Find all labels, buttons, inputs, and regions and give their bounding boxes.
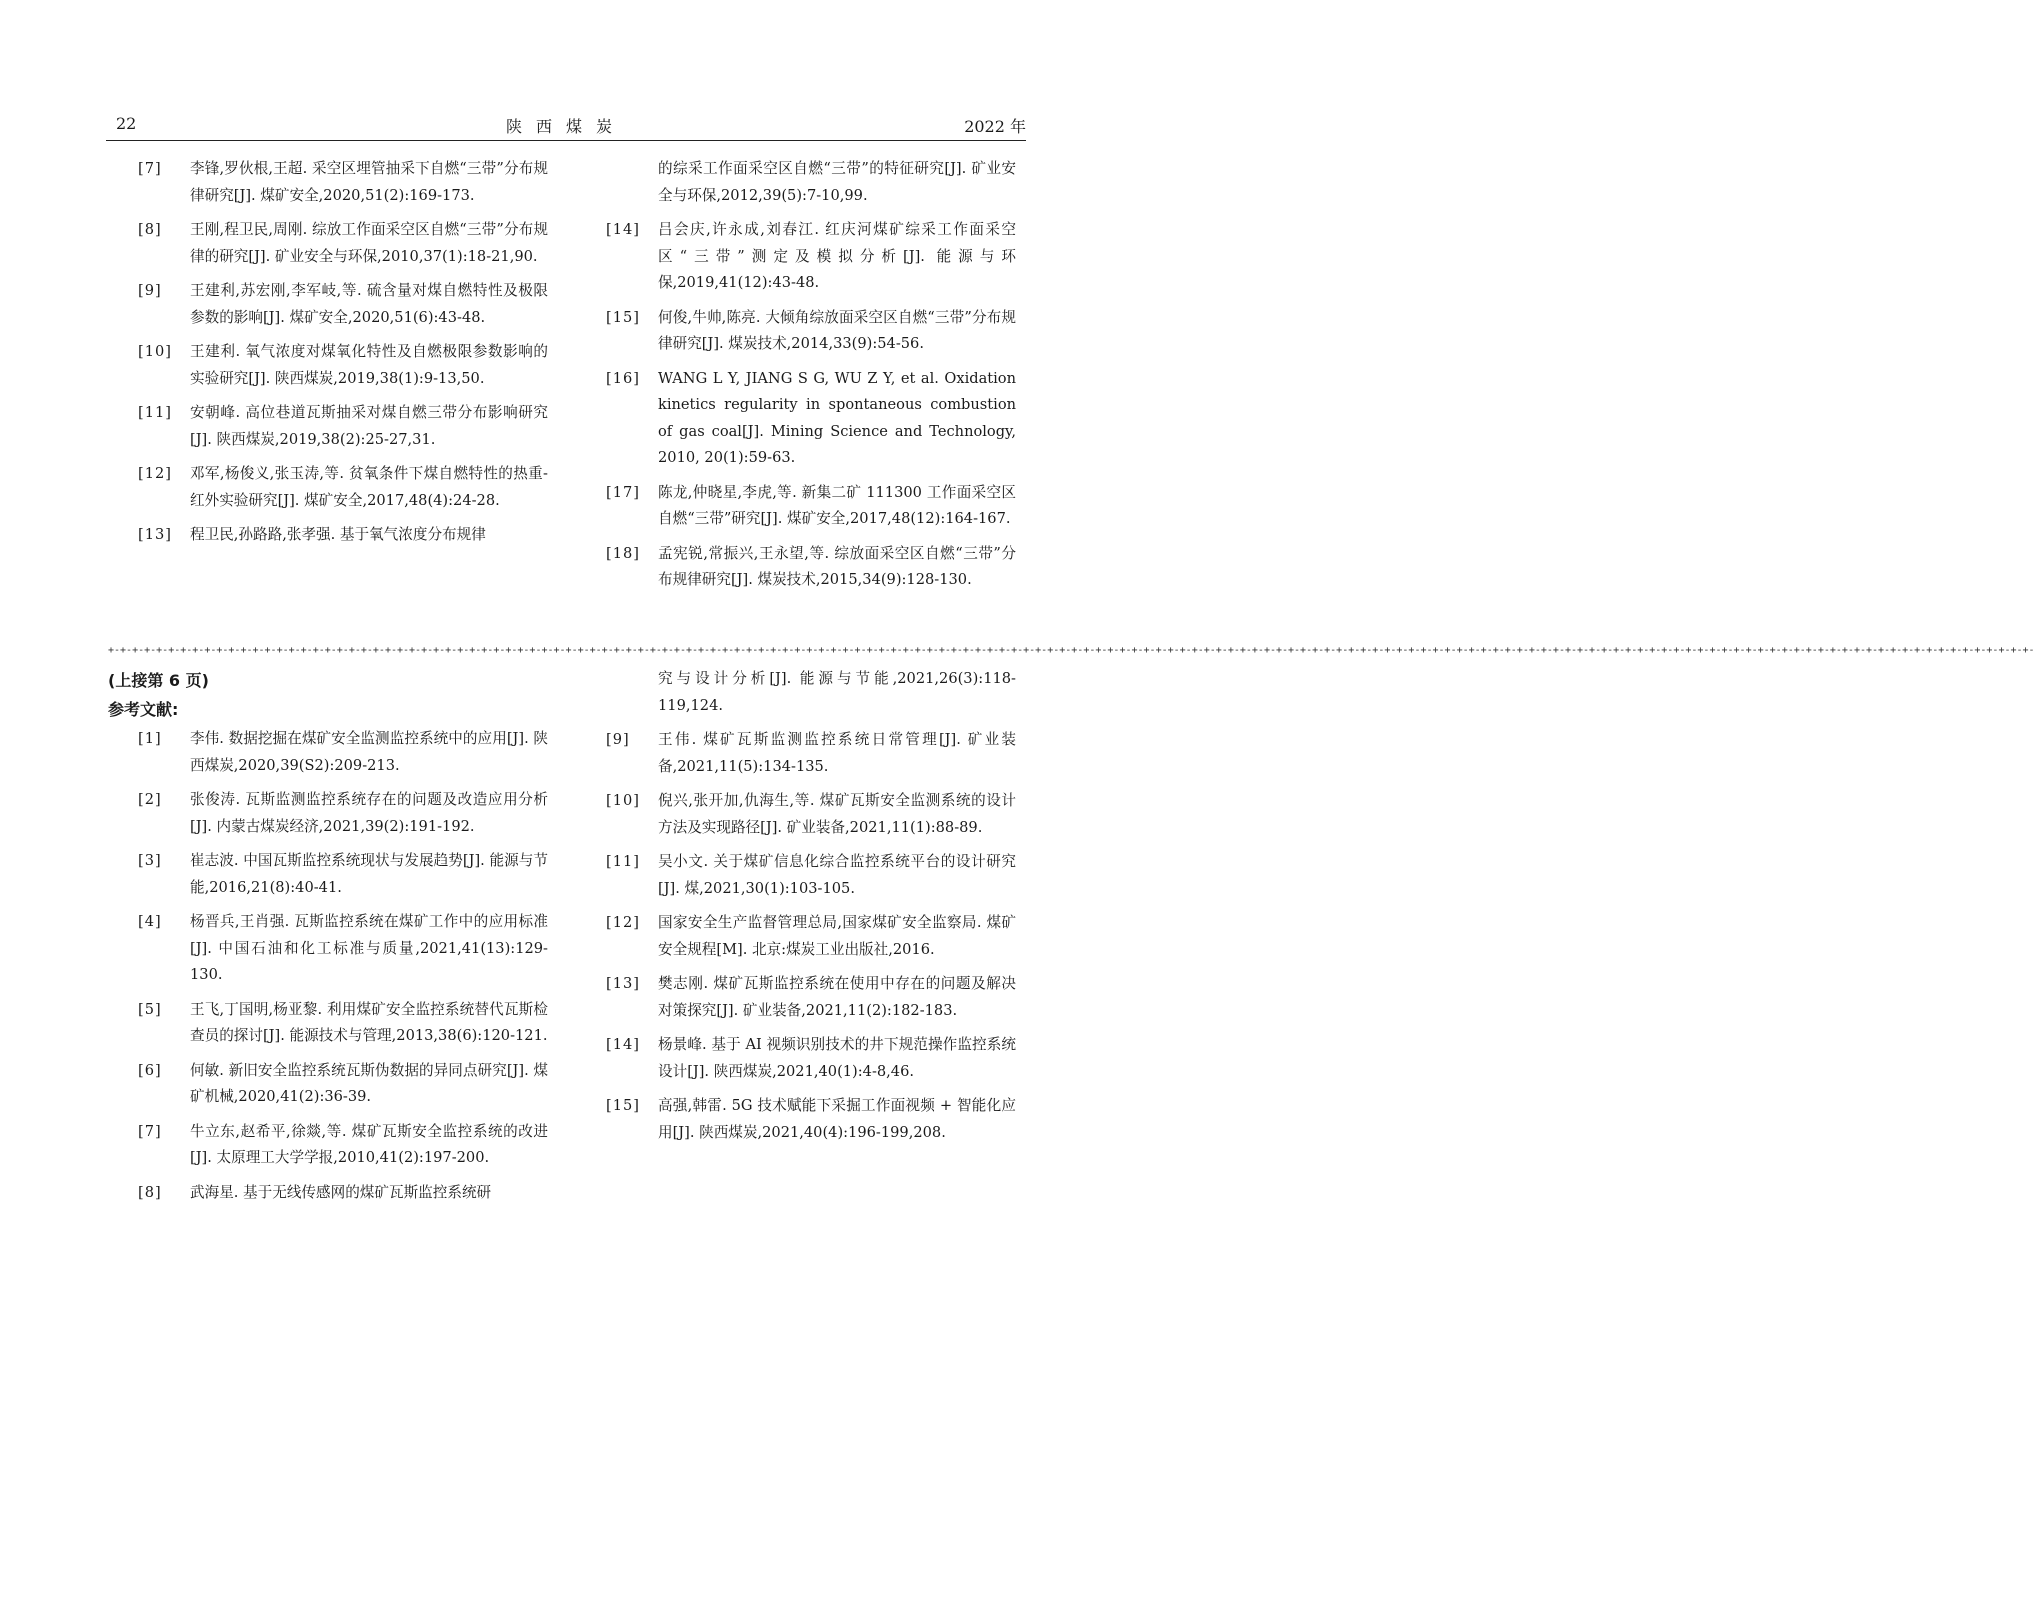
reference-text: 的综采工作面采空区自燃“三带”的特征研究[J]. 矿业安全与环保,2012,39(5):7-10,99. — [658, 160, 1016, 204]
reference-text: 究与设计分析[J]. 能源与节能,2021,26(3):118-119,124. — [658, 670, 1016, 714]
reference-item — [138, 909, 548, 989]
reference-number: [8] — [138, 221, 162, 238]
reference-text: 孟宪锐,常振兴,王永望,等. 综放面采空区自燃“三带”分布规律研究[J]. 煤炭技术,2015,34(9):128-130. — [658, 544, 1016, 588]
reference-item — [138, 339, 548, 392]
reference-number: [11] — [606, 853, 640, 870]
reference-item — [606, 910, 1016, 963]
reference-text: 国家安全生产监督管理总局,国家煤矿安全监察局. 煤矿安全规程[M]. 北京:煤炭工业出版社,2016. — [658, 914, 1016, 958]
reference-text: 王飞,丁国明,杨亚黎. 利用煤矿安全监控系统替代瓦斯检查员的探讨[J]. 能源技术与管理,2013,38(6):120-121. — [190, 1000, 548, 1044]
reference-item — [606, 217, 1016, 297]
reference-item — [138, 997, 548, 1050]
page-number: 22 — [116, 114, 137, 133]
section-divider: +-+-+-+-+-+-+-+-+-+-+-+-+-+-+-+-+-+-+-+-+-+-+-+-+-+-+-+-+-+-+-+-+-+-+-+-+-+-+-+-+-+-+-+-+-+-+-+-+-+-+-+-+-+-+-+-+-+-+-+-+-+-+-+-+-+-+-+-+-+-+-+-+-+-+-+-+-+-+-+-+-+-+-+-+-+-+-+-+-+-+-+-+-+-+-+-+-+-+-+-+-+-+-+-+-+-+-+-+-+-+-+-+-+-+-+-+-+-+-+-+-+-+-+-+-+-+-+-+-+-+-+-+-+-+-+-+-+-+-+-+-+-+-+-+-+-+-+-+-+-+-+-+-+-+-+-+-+-+-+- — [108, 645, 2035, 656]
continued-from-label: (上接第 6 页) — [108, 671, 209, 690]
reference-item — [606, 480, 1016, 533]
reference-number: [10] — [138, 343, 172, 360]
bottom-left-reference-column — [138, 726, 548, 1214]
reference-item — [138, 217, 548, 270]
reference-item — [138, 156, 548, 209]
reference-item — [138, 522, 548, 549]
reference-text: 王刚,程卫民,周刚. 综放工作面采空区自燃“三带”分布规律的研究[J]. 矿业安全与环保,2010,37(1):18-21,90. — [190, 221, 548, 265]
reference-item — [606, 971, 1016, 1024]
reference-text: 安朝峰. 高位巷道瓦斯抽采对煤自燃三带分布影响研究[J]. 陕西煤炭,2019,38(2):25-27,31. — [190, 404, 548, 448]
reference-number: [5] — [138, 1000, 162, 1018]
reference-text: 高强,韩雷. 5G 技术赋能下采掘工作面视频 + 智能化应用[J]. 陕西煤炭,2021,40(4):196-199,208. — [658, 1097, 1016, 1141]
reference-number: [9] — [606, 731, 630, 748]
reference-number: [11] — [138, 404, 172, 421]
reference-number: [8] — [138, 1183, 162, 1201]
reference-number: [3] — [138, 852, 162, 869]
reference-number: [1] — [138, 730, 162, 747]
reference-item — [138, 1119, 548, 1172]
reference-number: [2] — [138, 791, 162, 808]
reference-item — [138, 787, 548, 840]
reference-text: 樊志刚. 煤矿瓦斯监控系统在使用中存在的问题及解决对策探究[J]. 矿业装备,2021,11(2):182-183. — [658, 975, 1016, 1019]
reference-text: 张俊涛. 瓦斯监测监控系统存在的问题及改造应用分析[J]. 内蒙古煤炭经济,2021,39(2):191-192. — [190, 791, 548, 835]
reference-number: [18] — [606, 544, 640, 562]
reference-continuation — [606, 666, 1016, 719]
reference-text: 李锋,罗伙根,王超. 采空区埋管抽采下自燃“三带”分布规律研究[J]. 煤矿安全,2020,51(2):169-173. — [190, 160, 548, 204]
references-heading: 参考文献: — [108, 700, 179, 719]
reference-item — [138, 1058, 548, 1111]
reference-text: 王建利. 氧气浓度对煤氧化特性及自燃极限参数影响的实验研究[J]. 陕西煤炭,2019,38(1):9-13,50. — [190, 343, 548, 387]
reference-text: 何敏. 新旧安全监控系统瓦斯伪数据的异同点研究[J]. 煤矿机械,2020,41(2):36-39. — [190, 1061, 548, 1105]
reference-text: 吕会庆,许永成,刘春江. 红庆河煤矿综采工作面采空区“三带”测定及模拟分析[J]. 能源与环保,2019,41(12):43-48. — [658, 221, 1016, 291]
reference-item — [606, 305, 1016, 358]
reference-number: [4] — [138, 913, 162, 930]
reference-item — [606, 788, 1016, 841]
reference-number: [13] — [606, 975, 640, 992]
reference-item — [606, 849, 1016, 902]
reference-number: [7] — [138, 1122, 162, 1140]
journal-title: 陕西煤炭 — [505, 117, 626, 136]
reference-number: [7] — [138, 160, 162, 177]
reference-number: [14] — [606, 221, 640, 238]
reference-number: [9] — [138, 282, 162, 299]
reference-continuation — [606, 156, 1016, 209]
reference-text: 王伟. 煤矿瓦斯监测监控系统日常管理[J]. 矿业装备,2021,11(5):134-135. — [658, 731, 1016, 775]
reference-number: [10] — [606, 792, 640, 809]
reference-text: 武海星. 基于无线传感网的煤矿瓦斯监控系统研 — [190, 1183, 492, 1201]
reference-item — [138, 400, 548, 453]
reference-text: WANG L Y, JIANG S G, WU Z Y, et al. Oxidation kinetics regularity in spontaneous combustion of gas coal[J]. Mining Science and Technology, 2010, 20(1):59-63. — [658, 369, 1016, 466]
reference-item — [606, 541, 1016, 594]
reference-number: [15] — [606, 308, 640, 326]
reference-item — [138, 726, 548, 779]
reference-text: 何俊,牛帅,陈亮. 大倾角综放面采空区自燃“三带”分布规律研究[J]. 煤炭技术,2014,33(9):54-56. — [658, 308, 1016, 352]
reference-item — [606, 727, 1016, 780]
reference-number: [12] — [606, 914, 640, 931]
reference-text: 杨晋兵,王肖强. 瓦斯监控系统在煤矿工作中的应用标准[J]. 中国石油和化工标准与质量,2021,41(13):129-130. — [190, 913, 548, 983]
bottom-right-reference-column — [606, 666, 1016, 1154]
reference-number: [14] — [606, 1036, 640, 1053]
reference-number: [17] — [606, 483, 640, 501]
reference-item — [138, 848, 548, 901]
issue-year: 2022 年 — [964, 117, 1026, 136]
reference-number: [16] — [606, 369, 640, 387]
reference-number: [13] — [138, 526, 172, 543]
reference-text: 杨景峰. 基于 AI 视频识别技术的井下规范操作监控系统设计[J]. 陕西煤炭,2021,40(1):4-8,46. — [658, 1036, 1016, 1080]
page-header — [106, 108, 1026, 141]
reference-number: [12] — [138, 465, 172, 482]
reference-item — [138, 278, 548, 331]
reference-text: 邓军,杨俊义,张玉涛,等. 贫氧条件下煤自燃特性的热重-红外实验研究[J]. 煤矿安全,2017,48(4):24-28. — [190, 465, 548, 509]
reference-number: [6] — [138, 1061, 162, 1079]
reference-item — [138, 1180, 548, 1207]
reference-item — [606, 366, 1016, 472]
reference-number: [15] — [606, 1097, 640, 1114]
reference-text: 陈龙,仲晓星,李虎,等. 新集二矿 111300 工作面采空区自燃“三带”研究[J]. 煤矿安全,2017,48(12):164-167. — [658, 483, 1016, 527]
reference-item — [606, 1093, 1016, 1146]
reference-text: 崔志波. 中国瓦斯监控系统现状与发展趋势[J]. 能源与节能,2016,21(8):40-41. — [190, 852, 548, 896]
reference-text: 程卫民,孙路路,张孝强. 基于氧气浓度分布规律 — [190, 526, 486, 543]
reference-text: 吴小文. 关于煤矿信息化综合监控系统平台的设计研究[J]. 煤,2021,30(1):103-105. — [658, 853, 1016, 897]
reference-text: 王建利,苏宏刚,李军岐,等. 硫含量对煤自燃特性及极限参数的影响[J]. 煤矿安全,2020,51(6):43-48. — [190, 282, 548, 326]
top-right-reference-column — [606, 156, 1016, 602]
reference-item — [606, 1032, 1016, 1085]
reference-item — [138, 461, 548, 514]
reference-text: 牛立东,赵希平,徐燚,等. 煤矿瓦斯安全监控系统的改进[J]. 太原理工大学学报,2010,41(2):197-200. — [190, 1122, 548, 1166]
reference-text: 倪兴,张开加,仇海生,等. 煤矿瓦斯安全监测系统的设计方法及实现路径[J]. 矿业装备,2021,11(1):88-89. — [658, 792, 1016, 836]
reference-text: 李伟. 数据挖掘在煤矿安全监测监控系统中的应用[J]. 陕西煤炭,2020,39(S2):209-213. — [190, 730, 548, 774]
top-left-reference-column — [138, 156, 548, 557]
